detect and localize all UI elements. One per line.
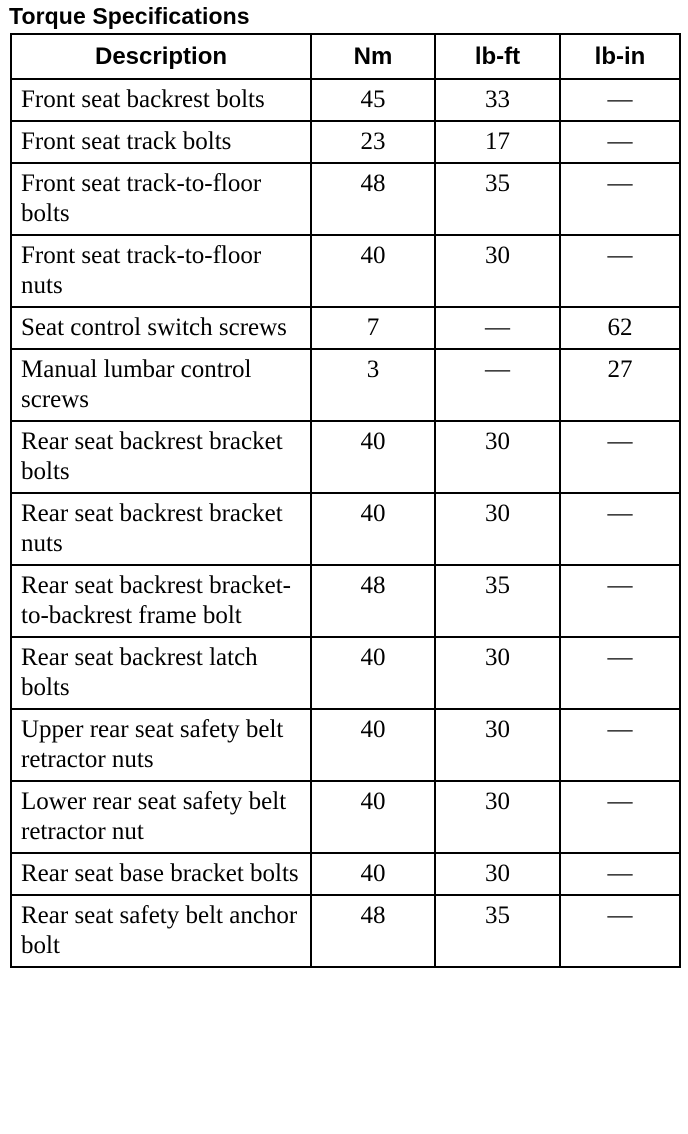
- cell-lbin: —: [560, 565, 680, 637]
- cell-nm: 7: [311, 307, 435, 349]
- table-header-row: [11, 34, 680, 79]
- cell-description: Front seat track-to-floor bolts: [11, 163, 311, 235]
- table-row: [11, 709, 680, 781]
- cell-lbft: 30: [435, 235, 560, 307]
- cell-nm: 48: [311, 565, 435, 637]
- cell-description: Rear seat backrest bracket nuts: [11, 493, 311, 565]
- cell-description: Seat control switch screws: [11, 307, 311, 349]
- cell-lbin: —: [560, 79, 680, 121]
- cell-lbft: 30: [435, 637, 560, 709]
- cell-lbin: 27: [560, 349, 680, 421]
- cell-lbin: —: [560, 163, 680, 235]
- table-row: [11, 307, 680, 349]
- cell-lbft: 35: [435, 163, 560, 235]
- table-row: [11, 163, 680, 235]
- cell-nm: 40: [311, 781, 435, 853]
- cell-lbin: —: [560, 853, 680, 895]
- table-row: [11, 235, 680, 307]
- cell-lbin: —: [560, 493, 680, 565]
- table-row: [11, 853, 680, 895]
- cell-lbft: 30: [435, 853, 560, 895]
- header-nm: Nm: [311, 34, 435, 79]
- cell-description: Lower rear seat safety belt retractor nut: [11, 781, 311, 853]
- cell-nm: 48: [311, 895, 435, 967]
- cell-description: Front seat backrest bolts: [11, 79, 311, 121]
- cell-lbin: —: [560, 421, 680, 493]
- cell-lbft: 33: [435, 79, 560, 121]
- table-row: [11, 79, 680, 121]
- cell-lbin: —: [560, 235, 680, 307]
- cell-description: Rear seat backrest latch bolts: [11, 637, 311, 709]
- cell-lbft: —: [435, 349, 560, 421]
- table-row: [11, 637, 680, 709]
- table-row: [11, 349, 680, 421]
- cell-lbft: 17: [435, 121, 560, 163]
- cell-description: Rear seat safety belt anchor bolt: [11, 895, 311, 967]
- cell-nm: 40: [311, 637, 435, 709]
- cell-lbin: —: [560, 637, 680, 709]
- cell-nm: 45: [311, 79, 435, 121]
- page-title: Torque Specifications: [9, 3, 250, 29]
- header-lbin: lb-in: [560, 34, 680, 79]
- cell-lbft: 35: [435, 565, 560, 637]
- cell-description: Rear seat backrest bracket bolts: [11, 421, 311, 493]
- cell-lbft: 30: [435, 421, 560, 493]
- cell-nm: 40: [311, 235, 435, 307]
- table-row: [11, 121, 680, 163]
- cell-description: Upper rear seat safety belt retractor nuts: [11, 709, 311, 781]
- cell-nm: 40: [311, 421, 435, 493]
- cell-lbft: —: [435, 307, 560, 349]
- cell-description: Manual lumbar control screws: [11, 349, 311, 421]
- cell-nm: 23: [311, 121, 435, 163]
- cell-lbft: 30: [435, 493, 560, 565]
- table-row: [11, 493, 680, 565]
- cell-nm: 40: [311, 853, 435, 895]
- cell-nm: 40: [311, 493, 435, 565]
- cell-lbin: —: [560, 895, 680, 967]
- cell-nm: 40: [311, 709, 435, 781]
- cell-lbin: —: [560, 781, 680, 853]
- cell-lbin: 62: [560, 307, 680, 349]
- cell-lbft: 30: [435, 709, 560, 781]
- cell-description: Front seat track bolts: [11, 121, 311, 163]
- table-row: [11, 895, 680, 967]
- cell-description: Front seat track-to-floor nuts: [11, 235, 311, 307]
- cell-description: Rear seat backrest bracket-to-backrest frame bolt: [11, 565, 311, 637]
- cell-nm: 3: [311, 349, 435, 421]
- torque-spec-table: [10, 33, 681, 968]
- table-row: [11, 781, 680, 853]
- table-row: [11, 565, 680, 637]
- cell-lbft: 35: [435, 895, 560, 967]
- cell-description: Rear seat base bracket bolts: [11, 853, 311, 895]
- header-description: Description: [11, 34, 311, 79]
- table-row: [11, 421, 680, 493]
- cell-lbin: —: [560, 121, 680, 163]
- cell-lbin: —: [560, 709, 680, 781]
- header-lbft: lb-ft: [435, 34, 560, 79]
- cell-lbft: 30: [435, 781, 560, 853]
- cell-nm: 48: [311, 163, 435, 235]
